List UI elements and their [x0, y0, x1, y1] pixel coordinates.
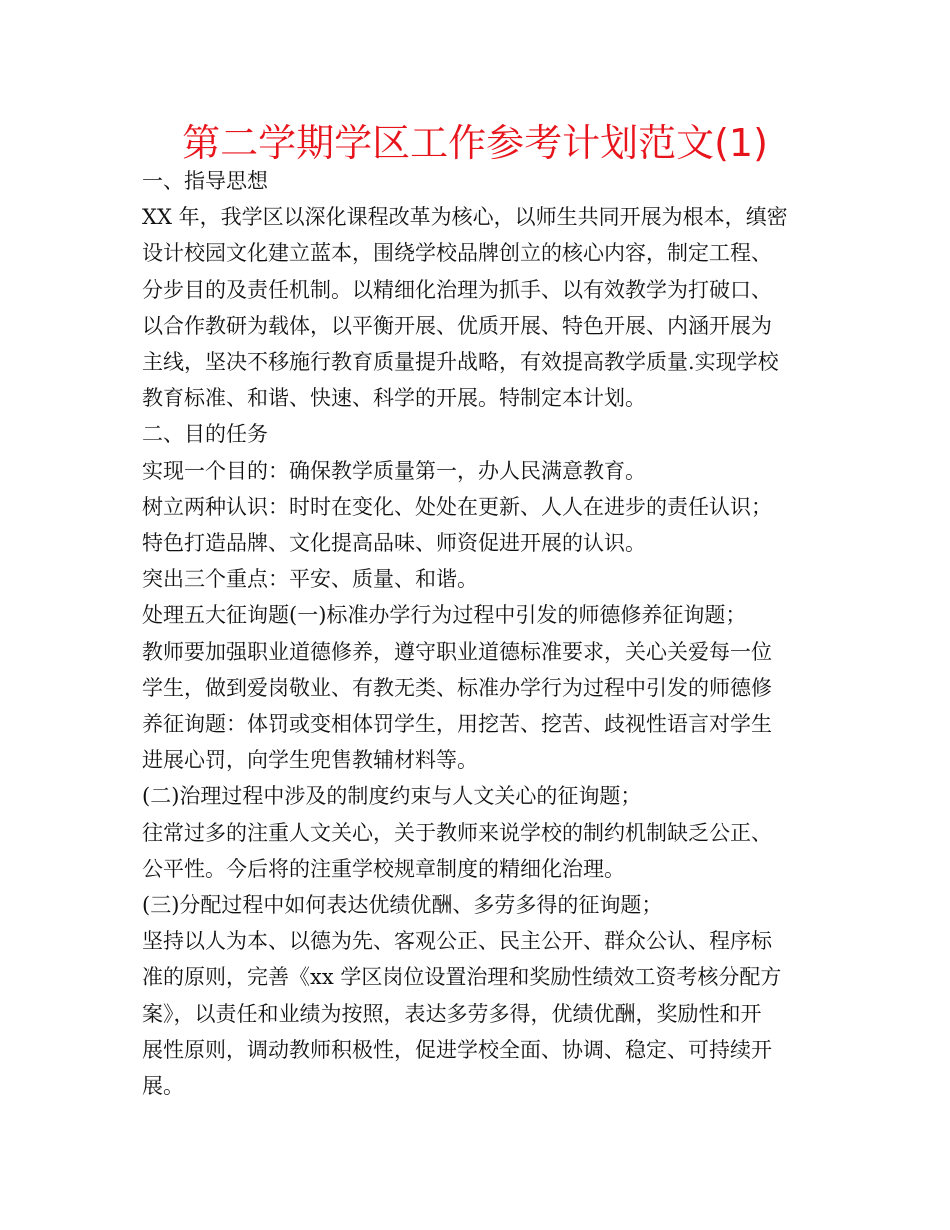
paragraph-line: 公平性。今后将的注重学校规章制度的精细化治理。 — [142, 856, 625, 881]
heading-guiding-ideology: 一、指导思想 — [142, 169, 268, 193]
paragraph-line: 设计校园文化建立蓝本，围绕学校品牌创立的核心内容，制定工程、 — [142, 241, 772, 266]
paragraph-line: 展性原则，调动教师积极性，促进学校全面、协调、稳定、可持续开 — [142, 1037, 772, 1062]
heading-goals-tasks: 二、目的任务 — [142, 422, 268, 447]
paragraph-line: 处理五大征询题(一)标准办学行为过程中引发的师德修养征询题； — [142, 603, 747, 628]
paragraph-line: 案》，以责任和业绩为按照，表达多劳多得，优绩优酬，奖励性和开 — [142, 1001, 762, 1026]
paragraph-line: 树立两种认识：时时在变化、处处在更新、人人在进步的责任认识； — [142, 494, 772, 519]
paragraph-line: 养征询题：体罚或变相体罚学生，用挖苦、挖苦、歧视性语言对学生 — [142, 712, 772, 737]
paragraph-line: 突出三个重点：平安、质量、和谐。 — [142, 567, 478, 592]
paragraph-line: 往常过多的注重人文关心，关于教师来说学校的制约机制缺乏公正、 — [142, 820, 772, 845]
paragraph-line: 学生，做到爱岗敬业、有教无类、标准办学行为过程中引发的师德修 — [142, 675, 772, 700]
paragraph-line: 以合作教研为载体，以平衡开展、优质开展、特色开展、内涵开展为 — [142, 313, 772, 338]
document-body — [142, 163, 817, 1104]
paragraph-line: 特色打造品牌、文化提高品味、师资促进开展的认识。 — [142, 531, 646, 556]
paragraph-line: 实现一个目的：确保教学质量第一，办人民满意教育。 — [142, 458, 646, 483]
paragraph-line: XX 年，我学区以深化课程改革为核心，以师生共同开展为根本，缜密 — [142, 205, 788, 230]
paragraph-line: 教育标准、和谐、快速、科学的开展。特制定本计划。 — [142, 386, 646, 411]
document-title: 第二学期学区工作参考计划范文(1) — [182, 121, 768, 165]
paragraph-line: (三)分配过程中如何表达优绩优酬、多劳多得的征询题； — [142, 893, 663, 918]
paragraph-line: 坚持以人为本、以德为先、客观公正、民主公开、群众公认、程序标 — [142, 929, 772, 954]
paragraph-line: 主线，坚决不移施行教育质量提升战略，有效提高教学质量.实现学校 — [142, 350, 779, 375]
paragraph-line: 展。 — [142, 1074, 184, 1099]
paragraph-line: 准的原则，完善《xx 学区岗位设置治理和奖励性绩效工资考核分配方 — [142, 965, 782, 990]
paragraph-line: 教师要加强职业道德修养，遵守职业道德标准要求，关心关爱每一位 — [142, 639, 772, 664]
paragraph-line: 分步目的及责任机制。以精细化治理为抓手、以有效教学为打破口、 — [142, 277, 772, 302]
paragraph-line: (二)治理过程中涉及的制度约束与人文关心的征询题； — [142, 784, 642, 809]
paragraph-line: 进展心罚，向学生兜售教辅材料等。 — [142, 748, 478, 773]
